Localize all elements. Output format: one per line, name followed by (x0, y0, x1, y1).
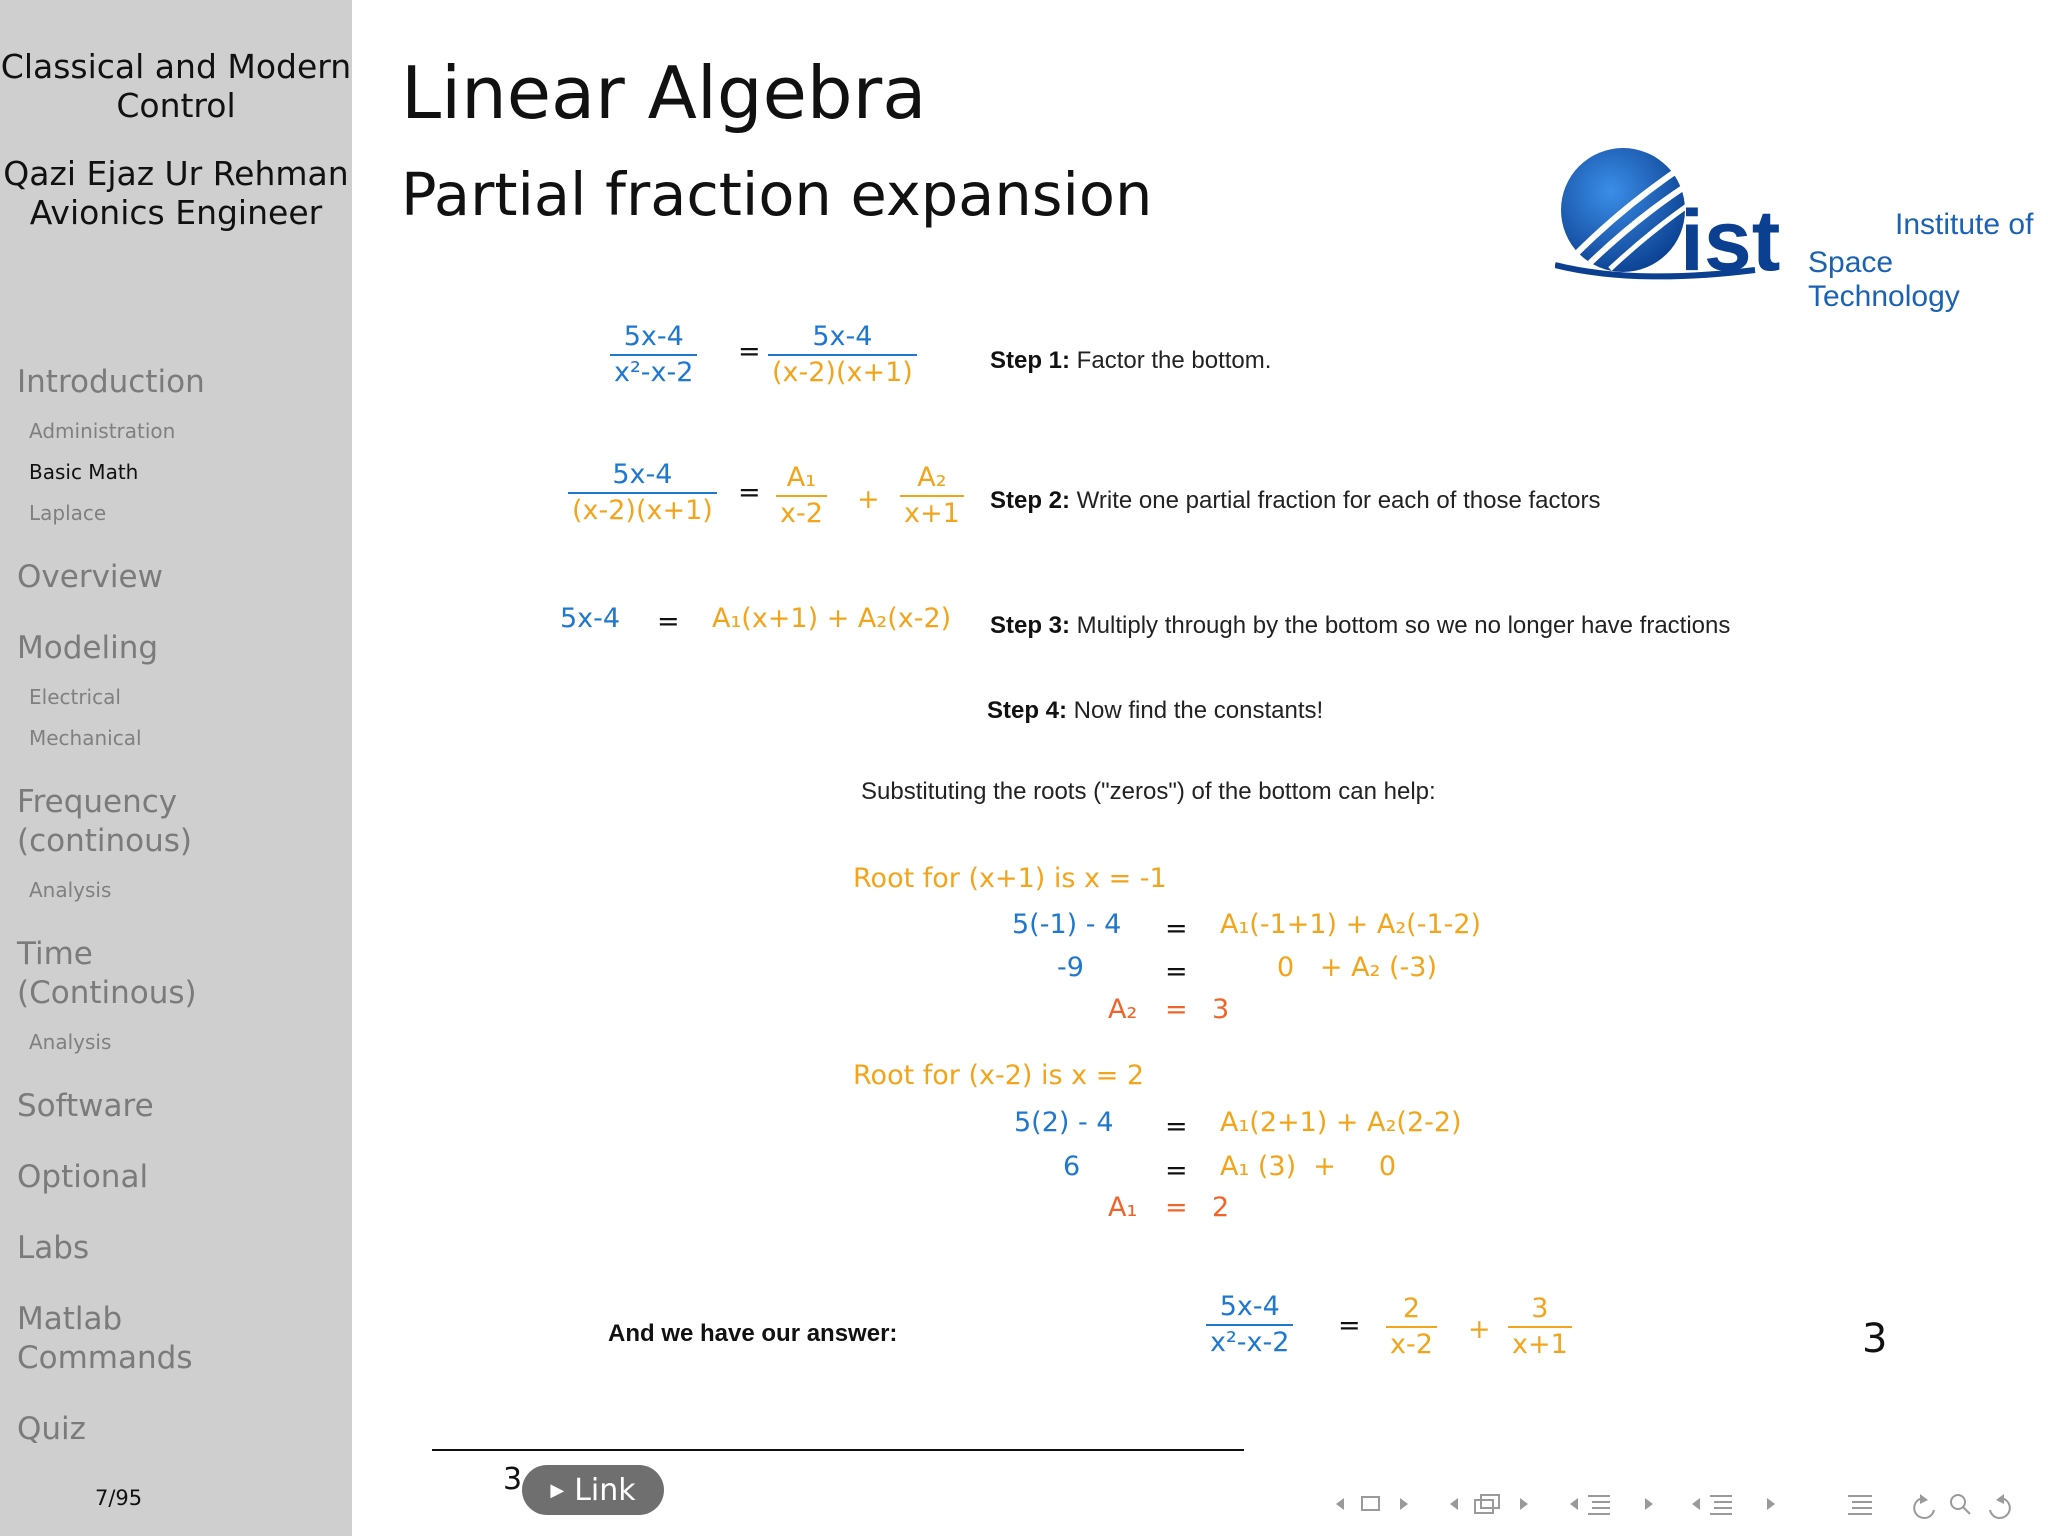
answer-frac2: 3 x+1 (1508, 1292, 1572, 1362)
step1-text: Step 1: Factor the bottom. (990, 347, 1272, 374)
nav-section-matlab-line2[interactable]: Commands (17, 1340, 193, 1376)
frame-title: Linear Algebra (401, 51, 927, 135)
equals-sign: = (1165, 1111, 1188, 1142)
plus-sign: + (1468, 1314, 1491, 1345)
answer-frac1: 2 x-2 (1386, 1292, 1437, 1362)
step3-rhs: A₁(x+1) + A₂(x-2) (712, 603, 952, 634)
answer-lhs-fraction: 5x-4 x²-x-2 (1206, 1290, 1293, 1360)
ist-logo-text: ist (1680, 193, 1781, 289)
equals-sign: = (1165, 913, 1188, 944)
root1-line1-rhs: A₁(-1+1) + A₂(-1-2) (1220, 909, 1482, 940)
nav-section-frequency-line2[interactable]: (continous) (17, 823, 193, 859)
nav-subsection-electrical[interactable]: Electrical (29, 685, 121, 709)
nav-frame-left-icon[interactable] (1336, 1498, 1344, 1510)
nav-frame-icon[interactable] (1362, 1497, 1379, 1510)
author-role[interactable]: Avionics Engineer (29, 193, 323, 232)
root2-label: Root for (x-2) is x = 2 (853, 1060, 1145, 1091)
nav-subsection-icon[interactable] (1475, 1495, 1499, 1513)
nav-frame-right-icon[interactable] (1400, 1498, 1408, 1510)
equals-sign: = (738, 336, 761, 367)
footnote-number: 3 (1862, 1316, 1888, 1362)
nav-subsection-analysis-time[interactable]: Analysis (29, 1030, 112, 1054)
answer-label: And we have our answer: (608, 1320, 898, 1347)
step2-lhs-fraction (568, 458, 717, 528)
nav-section-matlab[interactable]: Matlab (17, 1301, 123, 1337)
step3-lhs: 5x-4 (560, 603, 621, 634)
denominator: (x-2)(x+1) (772, 357, 913, 388)
presentation-title-line2[interactable]: Control (116, 86, 236, 125)
substituting-text: Substituting the roots ("zeros") of the bottom can help: (861, 778, 1436, 805)
nav-doc-icon[interactable] (1710, 1496, 1732, 1514)
nav-section-icon[interactable] (1588, 1496, 1610, 1514)
root2-line1-rhs: A₁(2+1) + A₂(2-2) (1220, 1107, 1462, 1138)
equals-sign: = (1338, 1310, 1361, 1341)
beamer-nav-bar (1320, 1486, 2040, 1522)
nav-subsection-mechanical[interactable]: Mechanical (29, 726, 142, 750)
root2-line2-lhs: 6 (1063, 1151, 1081, 1182)
nav-subsection-left-icon[interactable] (1450, 1498, 1458, 1510)
numerator: 5x-4 (623, 321, 684, 352)
nav-section-overview[interactable]: Overview (17, 559, 163, 595)
play-triangle-icon: ▶ (550, 1479, 565, 1501)
step2-a1-fraction: A₁ x-2 (776, 461, 827, 531)
root2-line1-lhs: 5(2) - 4 (1014, 1107, 1114, 1138)
link-button[interactable] (522, 1465, 664, 1515)
nav-back-icon[interactable] (1914, 1494, 1934, 1518)
step4-text: Step 4: Now find the constants! (987, 697, 1324, 724)
step2-a2-fraction: A₂ x+1 (900, 461, 964, 531)
equals-sign: = (1165, 956, 1188, 987)
nav-section-modeling[interactable]: Modeling (17, 630, 159, 666)
equals-sign: = (1165, 1192, 1188, 1223)
root1-label: Root for (x+1) is x = -1 (853, 863, 1167, 894)
author-name[interactable]: Qazi Ejaz Ur Rehman (3, 154, 349, 193)
nav-subsection-basic-math[interactable]: Basic Math (29, 460, 139, 484)
nav-doc-left-icon[interactable] (1692, 1498, 1700, 1510)
nav-section-time[interactable]: Time (17, 936, 93, 972)
equals-sign: = (1165, 1155, 1188, 1186)
nav-section-time-line2[interactable]: (Continous) (17, 975, 197, 1011)
nav-search-icon[interactable] (1951, 1495, 1970, 1514)
root1-line2-rhs: 0 + A₂ (-3) (1277, 952, 1437, 983)
nav-doc-right-icon[interactable] (1767, 1498, 1775, 1510)
plus-sign: + (857, 484, 880, 515)
footnote-mark: 3 (503, 1462, 523, 1497)
presentation-title[interactable]: Classical and Modern (0, 47, 352, 86)
page-counter: 7/95 (95, 1486, 143, 1510)
root1-line1-lhs: 5(-1) - 4 (1012, 909, 1122, 940)
nav-toc-icon[interactable] (1848, 1496, 1872, 1514)
frame-subtitle: Partial fraction expansion (401, 160, 1153, 229)
nav-section-optional[interactable]: Optional (17, 1159, 149, 1195)
logo-caption-line1: Institute of (1895, 208, 2034, 241)
nav-subsection-right-icon[interactable] (1520, 1498, 1528, 1510)
root1-line3-rhs: 3 (1212, 994, 1230, 1025)
nav-subsection-analysis-freq[interactable]: Analysis (29, 878, 112, 902)
root2-line3-lhs: A₁ (1108, 1192, 1138, 1223)
nav-section-introduction[interactable]: Introduction (17, 364, 205, 400)
numerator: 5x-4 (612, 459, 673, 490)
link-label: Link (574, 1472, 636, 1508)
nav-section-right-icon[interactable] (1645, 1498, 1653, 1510)
denominator: x²-x-2 (614, 357, 694, 388)
root1-line3-lhs: A₂ (1108, 994, 1138, 1025)
nav-subsection-administration[interactable]: Administration (29, 419, 176, 443)
logo-caption-line2: Space Technology (1808, 246, 1960, 313)
step1-rhs-fraction (768, 320, 917, 390)
equals-sign: = (1165, 994, 1188, 1025)
numerator: 5x-4 (812, 321, 873, 352)
root2-line2-rhs: A₁ (3) + 0 (1220, 1151, 1397, 1182)
sidebar (0, 0, 352, 1536)
equals-sign: = (657, 606, 680, 637)
nav-section-quiz[interactable]: Quiz (17, 1411, 86, 1447)
nav-section-software[interactable]: Software (17, 1088, 154, 1124)
nav-section-left-icon[interactable] (1570, 1498, 1578, 1510)
nav-forward-icon[interactable] (1990, 1494, 2010, 1518)
footnote-rule (432, 1449, 1244, 1451)
equals-sign: = (738, 477, 761, 508)
nav-subsection-laplace[interactable]: Laplace (29, 501, 107, 525)
root2-line3-rhs: 2 (1212, 1192, 1230, 1223)
denominator: (x-2)(x+1) (572, 495, 713, 526)
nav-section-labs[interactable]: Labs (17, 1230, 90, 1266)
nav-section-frequency[interactable]: Frequency (17, 784, 178, 820)
root1-line2-lhs: -9 (1057, 952, 1084, 983)
step2-text: Step 2: Write one partial fraction for each of those factors (990, 487, 1601, 514)
step3-text: Step 3: Multiply through by the bottom so we no longer have fractions (990, 612, 1731, 639)
step1-lhs-fraction (610, 320, 697, 390)
